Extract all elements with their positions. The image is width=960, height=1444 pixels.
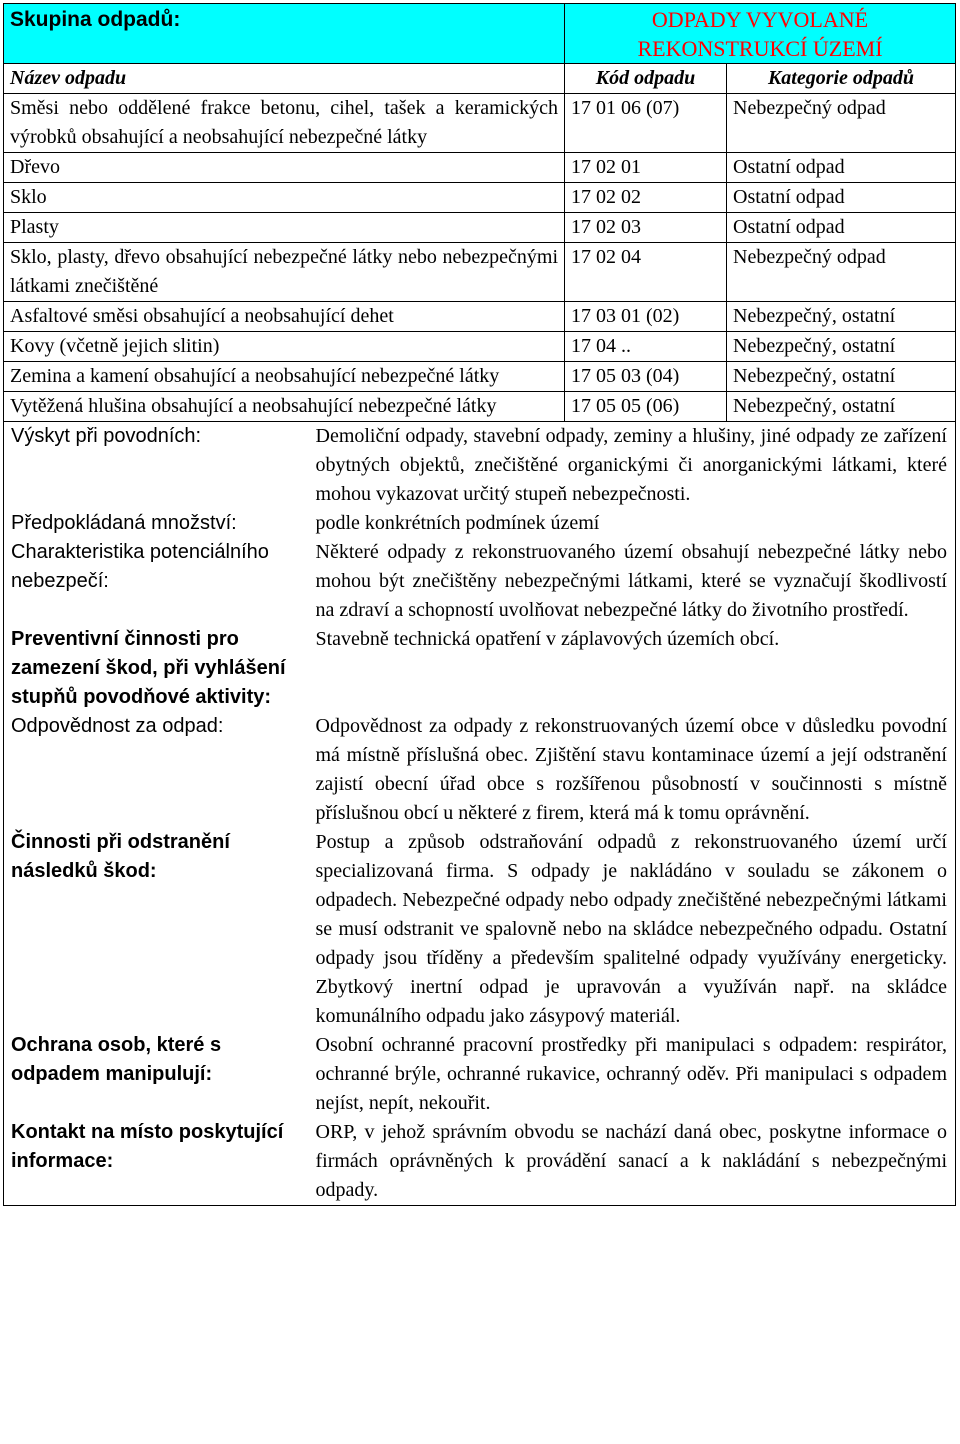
waste-code: 17 02 03 bbox=[565, 213, 727, 243]
waste-code: 17 05 03 (04) bbox=[565, 362, 727, 392]
waste-name: Plasty bbox=[4, 213, 565, 243]
waste-code: 17 02 01 bbox=[565, 153, 727, 183]
waste-row bbox=[4, 183, 956, 213]
info-row bbox=[4, 712, 956, 828]
info-row bbox=[4, 538, 956, 625]
waste-code: 17 03 01 (02) bbox=[565, 302, 727, 332]
group-label: Skupina odpadů: bbox=[4, 4, 565, 64]
info-row bbox=[4, 625, 956, 712]
info-text: Osobní ochranné pracovní prostředky při manipulaci s odpadem: respirátor, ochranné brýle, ochranné rukavice, ochranný oděv. Při manipulaci s odpadem nejíst, nepít, nekouřit. bbox=[315, 1034, 947, 1114]
waste-code: 17 01 06 (07) bbox=[565, 94, 727, 153]
waste-row bbox=[4, 94, 956, 153]
info-row bbox=[4, 1031, 956, 1118]
column-header-name: Název odpadu bbox=[4, 64, 565, 94]
info-text: Odpovědnost za odpady z rekonstruovaných území obce v důsledku povodní má místně příslušná obec. Zjištění stavu kontaminace území a její odstranění zajistí obecní úřad obce s rozšířenou působností v součinnosti s místně příslušnou obcí u některé z firem, která má k tomu oprávnění. bbox=[315, 715, 947, 824]
waste-row bbox=[4, 213, 956, 243]
waste-code: 17 02 04 bbox=[565, 243, 727, 302]
info-text: podle konkrétních podmínek území bbox=[315, 512, 600, 534]
waste-category: Nebezpečný, ostatní bbox=[727, 302, 956, 332]
waste-code: 17 04 .. bbox=[565, 332, 727, 362]
info-text: ORP, v jehož správním obvodu se nachází daná obec, poskytne informace o firmách oprávněných k provádění sanací a k nakládání s nebezpečnými odpady. bbox=[315, 1121, 947, 1201]
info-label: Kontakt na místo poskytující informace: bbox=[11, 1121, 284, 1172]
waste-category: Nebezpečný odpad bbox=[727, 243, 956, 302]
info-row bbox=[4, 422, 956, 509]
waste-code: 17 05 05 (06) bbox=[565, 392, 727, 422]
waste-row bbox=[4, 302, 956, 332]
info-row bbox=[4, 509, 956, 538]
waste-name: Sklo bbox=[4, 183, 565, 213]
info-text: Postup a způsob odstraňování odpadů z rekonstruovaného území určí specializovaná firma. S odpady je nakládáno v souladu se zákonem o odpadech. Nebezpečné odpady nebo odpady znečištěné nebezpečnými látkami se musí odstranit ve spalovně nebo na skládce nebezpečného odpadu. Ostatní odpady jsou tříděny a především spalitelné odpady využívány energeticky. Zbytkový inertní odpad je upravován a využíván např. na skládce komunálního odpadu jako zásypový materiál. bbox=[315, 831, 947, 1027]
info-label: Výskyt při povodních: bbox=[11, 425, 202, 447]
waste-row bbox=[4, 362, 956, 392]
column-header-row bbox=[4, 64, 956, 94]
waste-row bbox=[4, 243, 956, 302]
info-table bbox=[3, 422, 956, 1206]
info-label: Činnosti při odstranění následků škod: bbox=[11, 831, 230, 882]
waste-name: Sklo, plasty, dřevo obsahující nebezpečné látky nebo nebezpečnými látkami znečištěné bbox=[4, 243, 565, 302]
info-text: Některé odpady z rekonstruovaného území obsahují nebezpečné látky nebo mohou být znečištěny nebezpečnými látkami, které se vyznačují škodlivostí na zdraví a schopností uvolňovat nebezpečné látky do životního prostředí. bbox=[315, 541, 947, 621]
waste-row bbox=[4, 392, 956, 422]
waste-category: Nebezpečný, ostatní bbox=[727, 362, 956, 392]
waste-category: Nebezpečný, ostatní bbox=[727, 332, 956, 362]
waste-row bbox=[4, 332, 956, 362]
info-text: Demoliční odpady, stavební odpady, zeminy a hlušiny, jiné odpady ze zařízení obytných objektů, znečištěné organickými či anorganickými látkami, které mohou vykazovat určitý stupeň nebezpečnosti. bbox=[315, 425, 947, 505]
waste-name: Kovy (včetně jejich slitin) bbox=[4, 332, 565, 362]
waste-name: Dřevo bbox=[4, 153, 565, 183]
waste-name: Asfaltové směsi obsahující a neobsahující dehet bbox=[4, 302, 565, 332]
waste-category: Nebezpečný odpad bbox=[727, 94, 956, 153]
group-header-row bbox=[4, 4, 956, 64]
waste-name: Zemina a kamení obsahující a neobsahující nebezpečné látky bbox=[4, 362, 565, 392]
waste-row bbox=[4, 153, 956, 183]
waste-category: Nebezpečný, ostatní bbox=[727, 392, 956, 422]
waste-sheet bbox=[3, 3, 955, 1206]
info-label: Preventivní činnosti pro zamezení škod, při vyhlášení stupňů povodňové aktivity: bbox=[11, 628, 286, 708]
waste-name: Směsi nebo oddělené frakce betonu, cihel, tašek a keramických výrobků obsahující a neobsahující nebezpečné látky bbox=[4, 94, 565, 153]
column-header-code: Kód odpadu bbox=[565, 64, 727, 94]
group-value: ODPADY VYVOLANÉ REKONSTRUKCÍ ÚZEMÍ bbox=[565, 4, 956, 64]
column-header-category: Kategorie odpadů bbox=[727, 64, 956, 94]
info-label: Charakteristika potenciálního nebezpečí: bbox=[11, 541, 269, 592]
waste-category: Ostatní odpad bbox=[727, 213, 956, 243]
waste-code: 17 02 02 bbox=[565, 183, 727, 213]
info-row bbox=[4, 1118, 956, 1206]
info-text: Stavebně technická opatření v záplavových územích obcí. bbox=[315, 628, 780, 650]
waste-table bbox=[3, 3, 956, 422]
waste-name: Vytěžená hlušina obsahující a neobsahující nebezpečné látky bbox=[4, 392, 565, 422]
info-label: Ochrana osob, které s odpadem manipulují: bbox=[11, 1034, 222, 1085]
info-label: Předpokládaná množství: bbox=[11, 512, 237, 534]
waste-category: Ostatní odpad bbox=[727, 153, 956, 183]
waste-category: Ostatní odpad bbox=[727, 183, 956, 213]
info-row bbox=[4, 828, 956, 1031]
info-label: Odpovědnost za odpad: bbox=[11, 715, 224, 737]
